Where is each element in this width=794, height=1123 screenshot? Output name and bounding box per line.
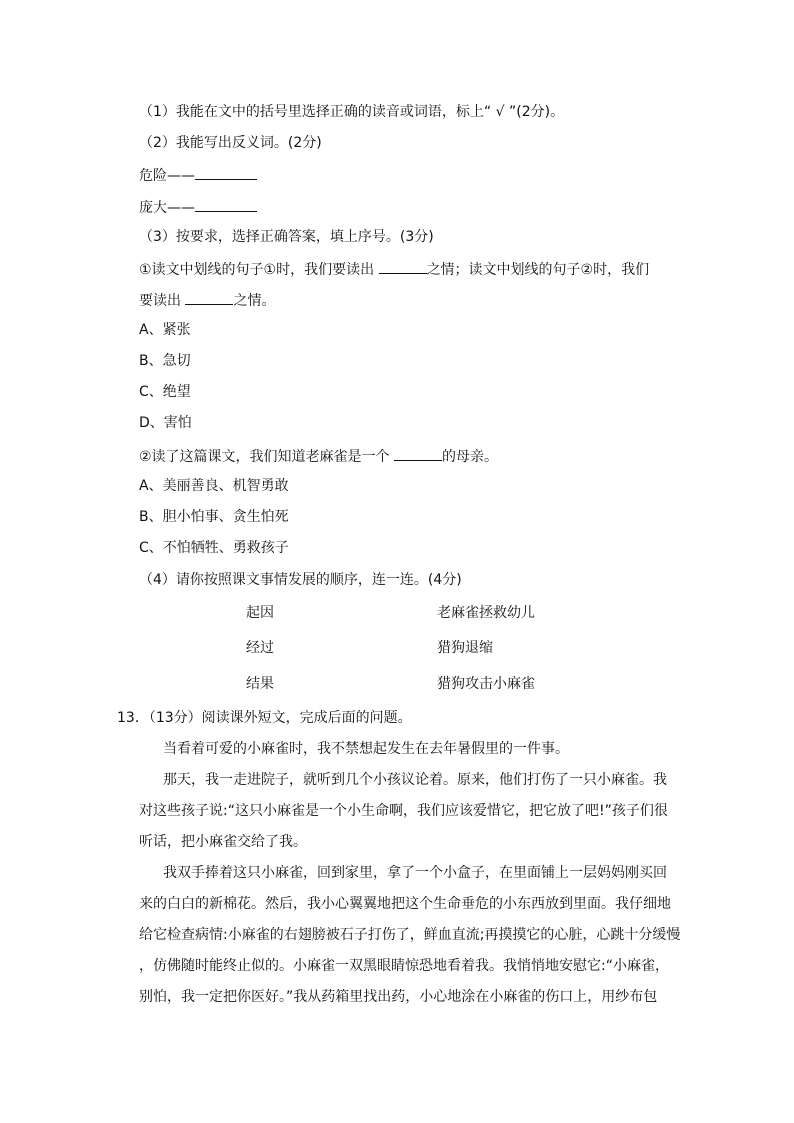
option-c: C、绝望 xyxy=(139,384,191,400)
sub2-text-a: ②读了这篇课文，我们知道老麻雀是一个 xyxy=(139,449,390,465)
q12-part4: （4）请你按照课文事情发展的顺序，连一连。(4分) xyxy=(139,572,462,588)
match-right-1[interactable]: 老麻雀拯救幼儿 xyxy=(437,605,535,621)
q12-part2: （2）我能写出反义词。(2分) xyxy=(139,135,322,151)
sub1-line1 xyxy=(139,258,649,280)
sub2-line xyxy=(139,445,498,467)
option2-a: A、美丽善良、机智勇敢 xyxy=(139,478,289,494)
passage-line: 当看着可爱的小麻雀时，我不禁想起发生在去年暑假里的一件事。 xyxy=(163,741,569,757)
sub2-text-b: 的母亲。 xyxy=(442,449,499,465)
passage-line: 我双手捧着这只小麻雀，回到家里，拿了一个小盒子，在里面铺上一层妈妈刚买回 xyxy=(163,865,667,881)
passage-line: ，仿佛随时能终止似的。小麻雀一双黑眼睛惊恐地看着我。我悄悄地安慰它:“小麻雀， xyxy=(139,958,669,974)
passage-line: 来的白白的新棉花。然后，我小心翼翼地把这个生命垂危的小东西放到里面。我仔细地 xyxy=(139,896,671,912)
antonym-2 xyxy=(139,196,257,218)
match-right-3[interactable]: 猎狗攻击小麻雀 xyxy=(437,676,535,692)
antonym-1-label: 危险—— xyxy=(139,168,195,184)
option-d: D、害怕 xyxy=(139,415,192,431)
sub1-blank-1[interactable] xyxy=(379,258,427,274)
sub1-blank-2[interactable] xyxy=(185,289,233,305)
sub1-text-c: 要读出 xyxy=(139,293,181,309)
sub1-text-a: ①读文中划线的句子①时，我们要读出 xyxy=(139,262,375,278)
option2-c: C、不怕牺牲、勇救孩子 xyxy=(139,540,289,556)
option-b: B、急切 xyxy=(139,353,191,369)
match-left-1[interactable]: 起因 xyxy=(246,605,274,621)
sub1-text-d: 之情。 xyxy=(233,293,276,309)
q13-heading: 13．（13分）阅读课外短文，完成后面的问题。 xyxy=(117,710,412,726)
antonym-1 xyxy=(139,164,257,186)
antonym-1-blank[interactable] xyxy=(195,164,257,180)
sub2-blank[interactable] xyxy=(394,445,442,461)
match-left-3[interactable]: 结果 xyxy=(246,676,274,692)
match-right-2[interactable]: 猎狗退缩 xyxy=(437,640,493,656)
passage-line: 别怕，我一定把你医好。”我从药箱里找出药，小心地涂在小麻雀的伤口上，用纱布包 xyxy=(139,989,658,1005)
passage-line: 听话，把小麻雀交给了我。 xyxy=(139,834,307,850)
q12-part1: （1）我能在文中的括号里选择正确的读音或词语，标上“ √ ”(2分)。 xyxy=(139,104,565,120)
passage-line: 对这些孩子说:“这只小麻雀是一个小生命啊，我们应该爱惜它，把它放了吧!”孩子们很 xyxy=(139,803,668,819)
sub1-text-b: 之情；读文中划线的句子②时，我们 xyxy=(426,262,650,278)
match-left-2[interactable]: 经过 xyxy=(246,640,274,656)
antonym-2-label: 庞大—— xyxy=(139,200,195,216)
passage-line: 那天，我一走进院子，就听到几个小孩议论着。原来，他们打伤了一只小麻雀。我 xyxy=(163,772,667,788)
option2-b: B、胆小怕事、贪生怕死 xyxy=(139,509,289,525)
q12-part3: （3）按要求，选择正确答案，填上序号。(3分) xyxy=(139,229,434,245)
antonym-2-blank[interactable] xyxy=(195,196,257,212)
sub1-line2 xyxy=(139,289,275,311)
option-a: A、紧张 xyxy=(139,322,191,338)
passage-line: 给它检查病情:小麻雀的右翅膀被石子打伤了，鲜血直流;再摸摸它的心脏，心跳十分缓慢 xyxy=(139,927,681,943)
